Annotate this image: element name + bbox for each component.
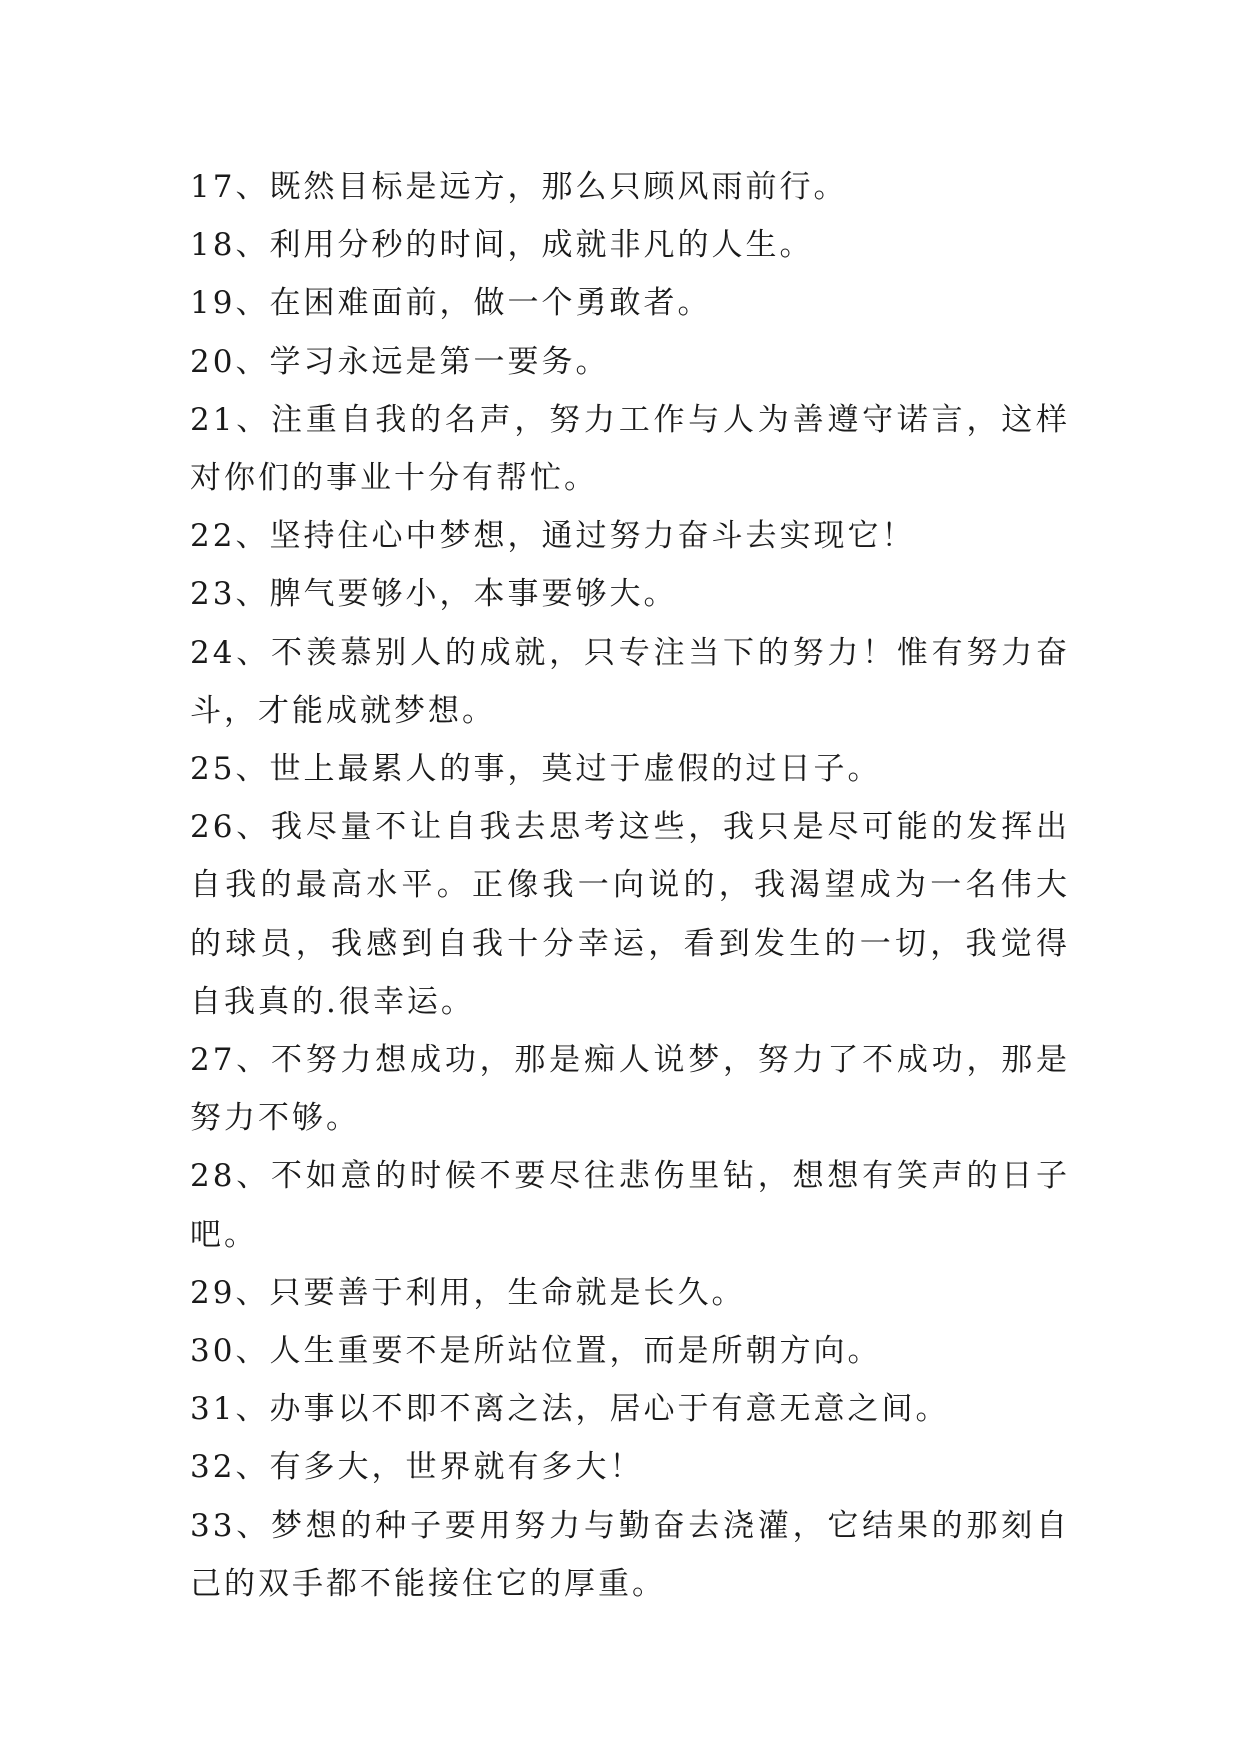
- list-item: 26、我尽量不让自我去思考这些，我只是尽可能的发挥出自我的最高水平。正像我一向说的，我渴望成为一名伟大的球员，我感到自我十分幸运，看到发生的一切，我觉得自我真的.很幸运。: [190, 809, 1070, 1020]
- list-item: 23、脾气要够小，本事要够大。: [190, 576, 678, 613]
- list-item: 31、办事以不即不离之法，居心于有意无意之间。: [190, 1391, 950, 1428]
- list-item: 22、坚持住心中梦想，通过努力奋斗去实现它！: [190, 518, 916, 555]
- list-item: 29、只要善于利用，生命就是长久。: [190, 1274, 746, 1311]
- list-item: 32、有多大，世界就有多大！: [190, 1449, 644, 1486]
- list-item: 33、梦想的种子要用努力与勤奋去浇灌，它结果的那刻自己的双手都不能接住它的厚重。: [190, 1507, 1070, 1602]
- list-item: 24、不羡慕别人的成就，只专注当下的努力！惟有努力奋斗，才能成就梦想。: [190, 634, 1070, 729]
- document-body: [190, 158, 1070, 1613]
- list-item: 28、不如意的时候不要尽往悲伤里钻，想想有笑声的日子吧。: [190, 1158, 1070, 1253]
- list-item: 25、世上最累人的事，莫过于虚假的过日子。: [190, 751, 882, 788]
- list-item: 19、在困难面前，做一个勇敢者。: [190, 285, 712, 322]
- list-item: 20、学习永远是第一要务。: [190, 343, 610, 380]
- list-item: 17、既然目标是远方，那么只顾风雨前行。: [190, 169, 848, 205]
- list-item: 27、不努力想成功，那是痴人说梦，努力了不成功，那是努力不够。: [190, 1042, 1070, 1137]
- list-item: 18、利用分秒的时间，成就非凡的人生。: [190, 227, 814, 264]
- list-item: 30、人生重要不是所站位置，而是所朝方向。: [190, 1333, 882, 1370]
- list-item: 21、注重自我的名声，努力工作与人为善遵守诺言，这样对你们的事业十分有帮忙。: [190, 401, 1070, 497]
